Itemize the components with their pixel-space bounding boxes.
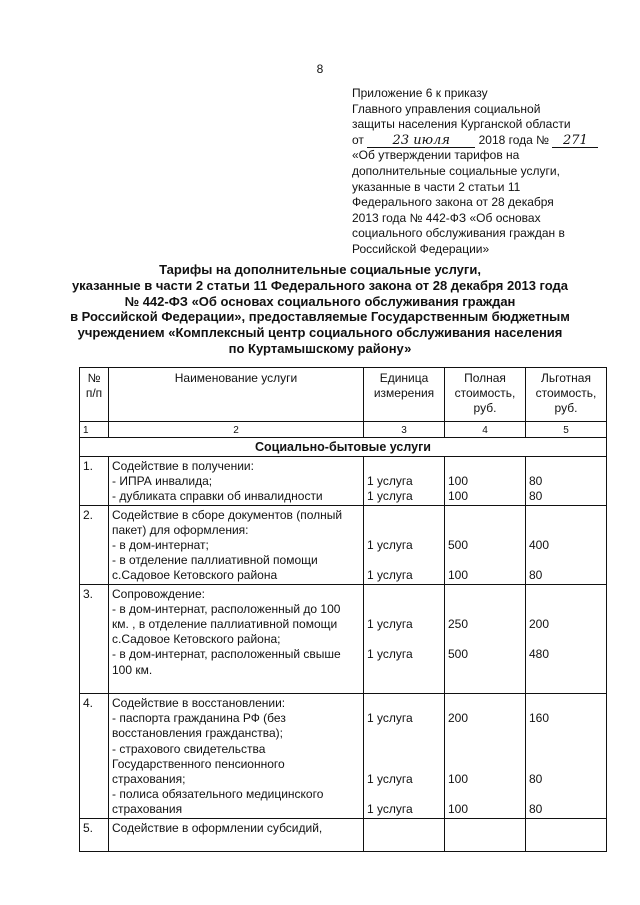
reduced-price-cell-line: 80	[529, 802, 543, 817]
reduced-price-cell-line: 400	[529, 537, 550, 552]
unit-cell	[364, 584, 445, 693]
reduced-price-cell-line: 80	[529, 489, 543, 504]
service-name-line: - страхового свидетельства	[112, 741, 266, 756]
unit-cell-line	[367, 459, 441, 474]
full-price-cell-line: 100	[448, 802, 469, 817]
full-price-cell-line	[448, 508, 522, 523]
unit-cell-line	[367, 523, 441, 538]
appendix-line: Федерального закона от 28 декабря	[352, 195, 554, 210]
service-name-line: с.Садовое Кетовского района	[112, 568, 278, 583]
section-title: Социально-бытовые услуги	[80, 438, 607, 457]
service-name-line: с.Садовое Кетовского района;	[112, 632, 281, 647]
service-name-line	[112, 678, 360, 693]
row-number	[80, 584, 109, 693]
full-price-cell-line	[448, 663, 522, 678]
service-name-line	[112, 836, 360, 851]
service-name-line: - в дом-интернат, расположенный до 100	[112, 601, 341, 616]
appendix-line: Российской Федерации»	[352, 241, 490, 256]
service-name	[109, 584, 364, 693]
reduced-price-cell-line	[529, 459, 603, 474]
unit-cell	[364, 694, 445, 819]
reduced-price-cell-line	[529, 553, 603, 568]
header-text-line: стоимость,	[535, 386, 597, 401]
reduced-price-cell-line	[529, 632, 603, 647]
row-number	[80, 818, 109, 851]
full-price-cell-line	[448, 632, 522, 647]
service-name-line: страхования;	[112, 772, 186, 787]
full-price-cell-line	[448, 678, 522, 693]
reduced-price-cell-line: 80	[529, 568, 543, 583]
service-name-line: страхования	[112, 802, 183, 817]
reduced-price-cell-line	[529, 508, 603, 523]
service-name-line: - в отделение паллиативной помощи	[112, 553, 318, 568]
unit-cell-line	[367, 632, 441, 647]
service-name-line: - дубликата справки об инвалидности	[112, 489, 323, 504]
unit-cell-line	[367, 602, 441, 617]
reduced-price-cell-line	[529, 726, 603, 741]
service-name	[109, 505, 364, 584]
full-price-cell	[445, 457, 526, 506]
header-text-line: руб.	[473, 401, 497, 416]
reduced-price-cell-line: 80	[529, 771, 543, 786]
reduced-price-cell	[526, 694, 607, 819]
unit-cell-line	[367, 742, 441, 757]
title-line: в Российской Федерации», предоставляемые Государственным бюджетным	[70, 309, 570, 325]
column-number: 3	[364, 422, 445, 438]
table-body	[80, 422, 607, 852]
header-text-line: Льготная	[541, 371, 591, 385]
appendix-line: социального обслуживания граждан в	[352, 226, 565, 241]
unit-cell-line	[367, 836, 441, 851]
table-row	[80, 818, 607, 851]
full-price-cell	[445, 584, 526, 693]
header-text-line: Единица	[379, 371, 429, 385]
table-row	[80, 457, 607, 506]
service-name-line: км. , в отделение паллиативной помощи	[112, 617, 338, 632]
document-title	[0, 262, 640, 357]
title-line: учреждением «Комплексный центр социального обслуживания населения	[77, 325, 563, 341]
service-name	[109, 457, 364, 506]
row-number-text: 1.	[83, 459, 94, 473]
unit-cell-line: 1 услуга	[367, 617, 413, 631]
reduced-price-cell-line	[529, 696, 603, 711]
reduced-price-cell-line	[529, 742, 603, 757]
header-text-line: измерения	[373, 386, 435, 401]
unit-cell-line: 1 услуга	[367, 568, 413, 583]
unit-cell-line	[367, 787, 441, 802]
unit-cell-line	[367, 757, 441, 772]
unit-cell-line	[367, 678, 441, 693]
reduced-price-cell-line	[529, 523, 603, 538]
tariff-table	[79, 367, 607, 852]
reduced-price-cell-line: 160	[529, 711, 550, 726]
header-service-name	[109, 368, 364, 422]
reduced-price-cell-line	[529, 587, 603, 602]
unit-cell-line: 1 услуга	[367, 537, 413, 552]
full-price-cell-line	[448, 821, 522, 836]
appendix-line: Главного управления социальной	[352, 101, 541, 116]
reduced-price-cell-line: 200	[529, 617, 550, 631]
row-number	[80, 457, 109, 506]
service-name	[109, 694, 364, 819]
reduced-price-cell-line	[529, 821, 603, 836]
service-name-line: восстановления гражданства);	[112, 726, 283, 741]
full-price-cell-line: 250	[448, 617, 469, 631]
unit-cell	[364, 818, 445, 851]
unit-cell-line	[367, 663, 441, 678]
full-price-cell-line	[448, 757, 522, 772]
table-row	[80, 584, 607, 693]
unit-cell-line: 1 услуга	[367, 474, 413, 489]
reduced-price-cell-line	[529, 836, 603, 851]
title-line: указанные в части 2 статьи 11 Федерального закона от 28 декабря 2013 года	[71, 277, 569, 293]
title-line: по Куртамышскому району»	[228, 340, 412, 356]
full-price-cell	[445, 505, 526, 584]
row-number-text: 4.	[83, 696, 94, 711]
header-number	[80, 368, 109, 422]
service-name-line: Государственного пенсионного	[112, 756, 285, 771]
header-text-line: п/п	[85, 386, 103, 401]
full-price-cell-line	[448, 742, 522, 757]
appendix-line: защиты населения Курганской области	[352, 117, 571, 132]
appendix-line: «Об утверждении тарифов на	[352, 148, 520, 163]
reduced-price-cell-line: 80	[529, 474, 543, 489]
full-price-cell-line: 100	[448, 474, 469, 489]
page-number: 8	[316, 62, 324, 76]
unit-cell-line	[367, 696, 441, 711]
unit-cell	[364, 457, 445, 506]
from-label: от	[352, 132, 364, 147]
service-name-line: Содействие в восстановлении:	[112, 696, 286, 711]
table-row	[80, 505, 607, 584]
service-name	[109, 818, 364, 851]
reduced-price-cell-line	[529, 787, 603, 802]
header-text-line: №	[87, 371, 101, 385]
header-text-line: Наименование услуги	[174, 371, 298, 385]
header-text-line: Полная	[464, 371, 506, 385]
service-name-line: - паспорта гражданина РФ (без	[112, 711, 286, 726]
service-name-line: Содействие в получении:	[112, 459, 254, 473]
full-price-cell-line: 200	[448, 711, 469, 726]
table-row	[80, 694, 607, 819]
row-number	[80, 694, 109, 819]
reduced-price-cell	[526, 818, 607, 851]
appendix-line: указанные в части 2 статьи 11	[352, 179, 521, 194]
row-number-text: 5.	[83, 820, 94, 835]
header-full-price	[445, 368, 526, 422]
service-name-line: пакет) для оформления:	[112, 522, 249, 537]
service-name-line: - ИПРА инвалида;	[112, 474, 213, 489]
reduced-price-cell	[526, 457, 607, 506]
section-row	[80, 438, 607, 457]
service-name-line: Сопровождение:	[112, 586, 206, 601]
title-line: № 442-ФЗ «Об основах социального обслуживания граждан	[124, 293, 516, 309]
service-name-line: - в дом-интернат;	[112, 538, 209, 553]
full-price-cell-line: 100	[448, 771, 469, 786]
reduced-price-cell	[526, 584, 607, 693]
full-price-cell-line: 100	[448, 489, 469, 504]
reduced-price-cell	[526, 505, 607, 584]
full-price-cell-line	[448, 459, 522, 474]
full-price-cell-line	[448, 787, 522, 802]
reduced-price-cell-line: 480	[529, 647, 550, 662]
full-price-cell-line	[448, 696, 522, 711]
unit-cell-line	[367, 821, 441, 836]
full-price-cell-line	[448, 726, 522, 741]
appendix-line: Приложение 6 к приказу	[352, 86, 488, 100]
row-number-text: 3.	[83, 586, 94, 601]
full-price-cell-line	[448, 587, 522, 602]
appendix-block	[352, 86, 602, 258]
header-text-line: стоимость,	[454, 386, 516, 401]
handwritten-date: 23 июля	[367, 135, 475, 148]
reduced-price-cell-line	[529, 678, 603, 693]
column-number: 5	[526, 422, 607, 438]
column-number: 2	[109, 422, 364, 438]
appendix-line: дополнительные социальные услуги,	[352, 163, 560, 178]
header-text-line: руб.	[554, 401, 578, 416]
appendix-line: 2013 года № 442-ФЗ «Об основах	[352, 210, 541, 225]
unit-cell-line: 1 услуга	[367, 647, 413, 662]
header-row	[80, 368, 607, 422]
year-label: 2018 года №	[478, 132, 550, 147]
column-number-row	[80, 422, 607, 438]
service-name-line: Содействие в сборе документов (полный	[112, 507, 343, 522]
unit-cell-line: 1 услуга	[367, 489, 413, 504]
reduced-price-cell-line	[529, 757, 603, 772]
unit-cell-line	[367, 553, 441, 568]
row-number-text: 2.	[83, 507, 94, 522]
unit-cell	[364, 505, 445, 584]
full-price-cell	[445, 818, 526, 851]
service-name-line: - в дом-интернат, расположенный свыше	[112, 647, 341, 662]
column-number: 4	[445, 422, 526, 438]
full-price-cell-line	[448, 553, 522, 568]
unit-cell-line: 1 услуга	[367, 802, 413, 817]
unit-cell-line: 1 услуга	[367, 771, 413, 786]
unit-cell-line: 1 услуга	[367, 711, 413, 726]
reduced-price-cell-line	[529, 602, 603, 617]
reduced-price-cell-line	[529, 663, 603, 678]
appendix-date-line	[352, 133, 602, 149]
title-line: Тарифы на дополнительные социальные услуги,	[159, 262, 481, 277]
handwritten-number: 271	[552, 135, 598, 148]
service-name-line: Содействие в оформлении субсидий,	[112, 820, 323, 835]
column-number: 1	[80, 422, 109, 438]
full-price-cell	[445, 694, 526, 819]
row-number	[80, 505, 109, 584]
full-price-cell-line	[448, 602, 522, 617]
unit-cell-line	[367, 587, 441, 602]
full-price-cell-line: 100	[448, 568, 469, 583]
service-name-line: 100 км.	[112, 662, 153, 677]
header-unit	[364, 368, 445, 422]
full-price-cell-line	[448, 836, 522, 851]
unit-cell-line	[367, 508, 441, 523]
header-reduced-price	[526, 368, 607, 422]
full-price-cell-line: 500	[448, 537, 469, 552]
service-name-line: - полиса обязательного медицинского	[112, 787, 324, 802]
unit-cell-line	[367, 726, 441, 741]
full-price-cell-line: 500	[448, 647, 469, 662]
full-price-cell-line	[448, 523, 522, 538]
